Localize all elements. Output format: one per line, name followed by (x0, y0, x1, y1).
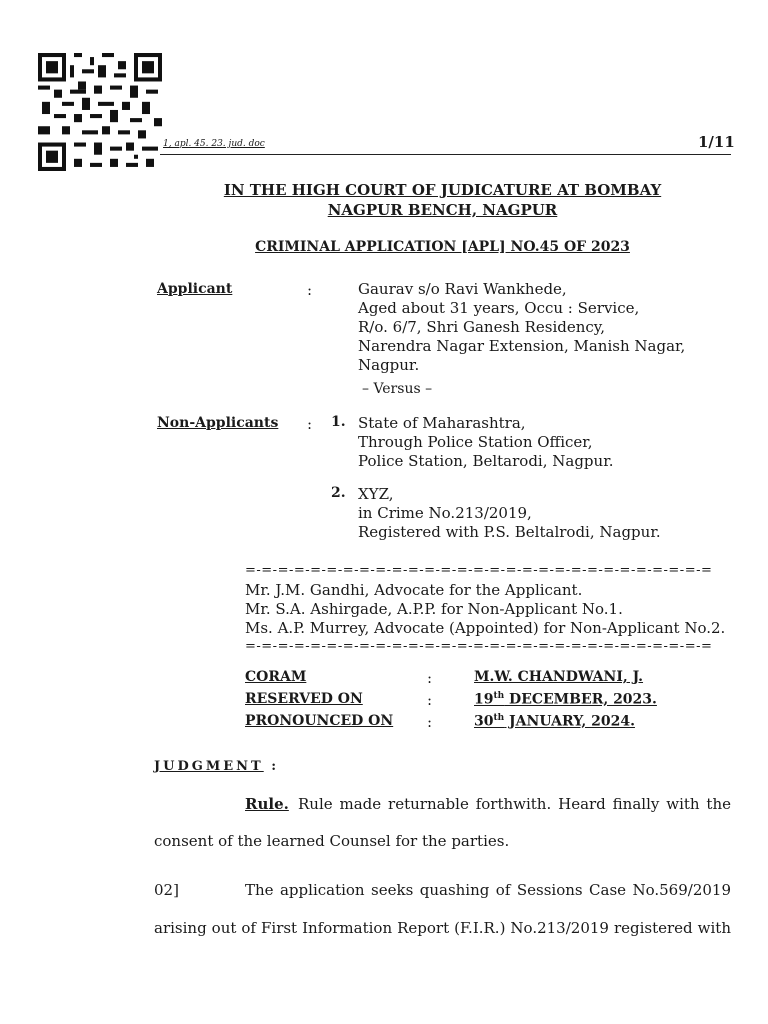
non-applicant-line: in Crime No.213/2019, (358, 504, 532, 522)
separator-top: =-=-=-=-=-=-=-=-=-=-=-=-=-=-=-=-=-=-=-=-=-=-=-=-=-=-=-=-= (245, 563, 713, 578)
pronounced-colon: : (427, 713, 433, 731)
bench-name: NAGPUR BENCH, NAGPUR (327, 201, 558, 219)
applicant-line: Aged about 31 years, Occu : Service, (358, 299, 640, 317)
applicant-line: Narendra Nagar Extension, Manish Nagar, (358, 337, 686, 355)
non-applicants-colon: : (307, 415, 313, 433)
reserved-date: 19th DECEMBER, 2023. (474, 691, 657, 708)
rule-continuation: consent of the learned Counsel for the parties. (154, 832, 510, 850)
judgment-heading: JUDGMENT : (154, 759, 280, 774)
file-reference: 1, apl. 45. 23. jud. doc (163, 139, 265, 149)
rule-label: Rule. (245, 795, 289, 813)
applicant-line: R/o. 6/7, Shri Ganesh Residency, (358, 318, 606, 336)
non-applicant-line: XYZ, (358, 485, 394, 503)
counsel-line: Mr. S.A. Ashirgade, A.P.P. for Non-Applicant No.1. (245, 600, 623, 618)
coram-label: CORAM (245, 669, 307, 685)
non-applicant-line: Police Station, Beltarodi, Nagpur. (358, 452, 614, 470)
page-number: 1/11 (698, 133, 735, 151)
coram-colon: : (427, 669, 433, 687)
non-applicant-line: Through Police Station Officer, (358, 433, 593, 451)
court-name: IN THE HIGH COURT OF JUDICATURE AT BOMBAY (223, 181, 662, 199)
applicant-line: Nagpur. (358, 356, 420, 374)
reserved-label: RESERVED ON (245, 691, 363, 707)
coram-judge: M.W. CHANDWANI, J. (474, 669, 644, 685)
versus: – Versus – (362, 381, 433, 397)
reserved-colon: : (427, 691, 433, 709)
pronounced-label: PRONOUNCED ON (245, 713, 394, 729)
counsel-line: Ms. A.P. Murrey, Advocate (Appointed) for Non-Applicant No.2. (245, 619, 726, 637)
paragraph-number: 02] (154, 881, 179, 899)
pronounced-date: 30th JANUARY, 2024. (474, 713, 635, 730)
non-applicant-line: State of Maharashtra, (358, 414, 526, 432)
rule-text: Rule made returnable forthwith. Heard finally with the (298, 795, 731, 813)
header-divider (160, 154, 731, 155)
applicant-colon: : (307, 281, 313, 299)
paragraph-line: The application seeks quashing of Sessions Case No.569/2019 (245, 881, 731, 899)
separator-bottom: =-=-=-=-=-=-=-=-=-=-=-=-=-=-=-=-=-=-=-=-=-=-=-=-=-=-=-=-= (245, 639, 713, 654)
case-title: CRIMINAL APPLICATION [APL] NO.45 OF 2023 (255, 239, 630, 255)
counsel-line: Mr. J.M. Gandhi, Advocate for the Applicant. (245, 581, 583, 599)
non-applicant-number: 2. (331, 485, 346, 501)
paragraph-line: arising out of First Information Report (F.I.R.) No.213/2019 registered with (154, 919, 731, 937)
qr-code (38, 53, 162, 171)
non-applicants-label: Non-Applicants (157, 415, 279, 431)
applicant-line: Gaurav s/o Ravi Wankhede, (358, 280, 567, 298)
non-applicant-line: Registered with P.S. Beltalrodi, Nagpur. (358, 523, 661, 541)
non-applicant-number: 1. (331, 414, 346, 430)
applicant-label: Applicant (157, 281, 233, 297)
